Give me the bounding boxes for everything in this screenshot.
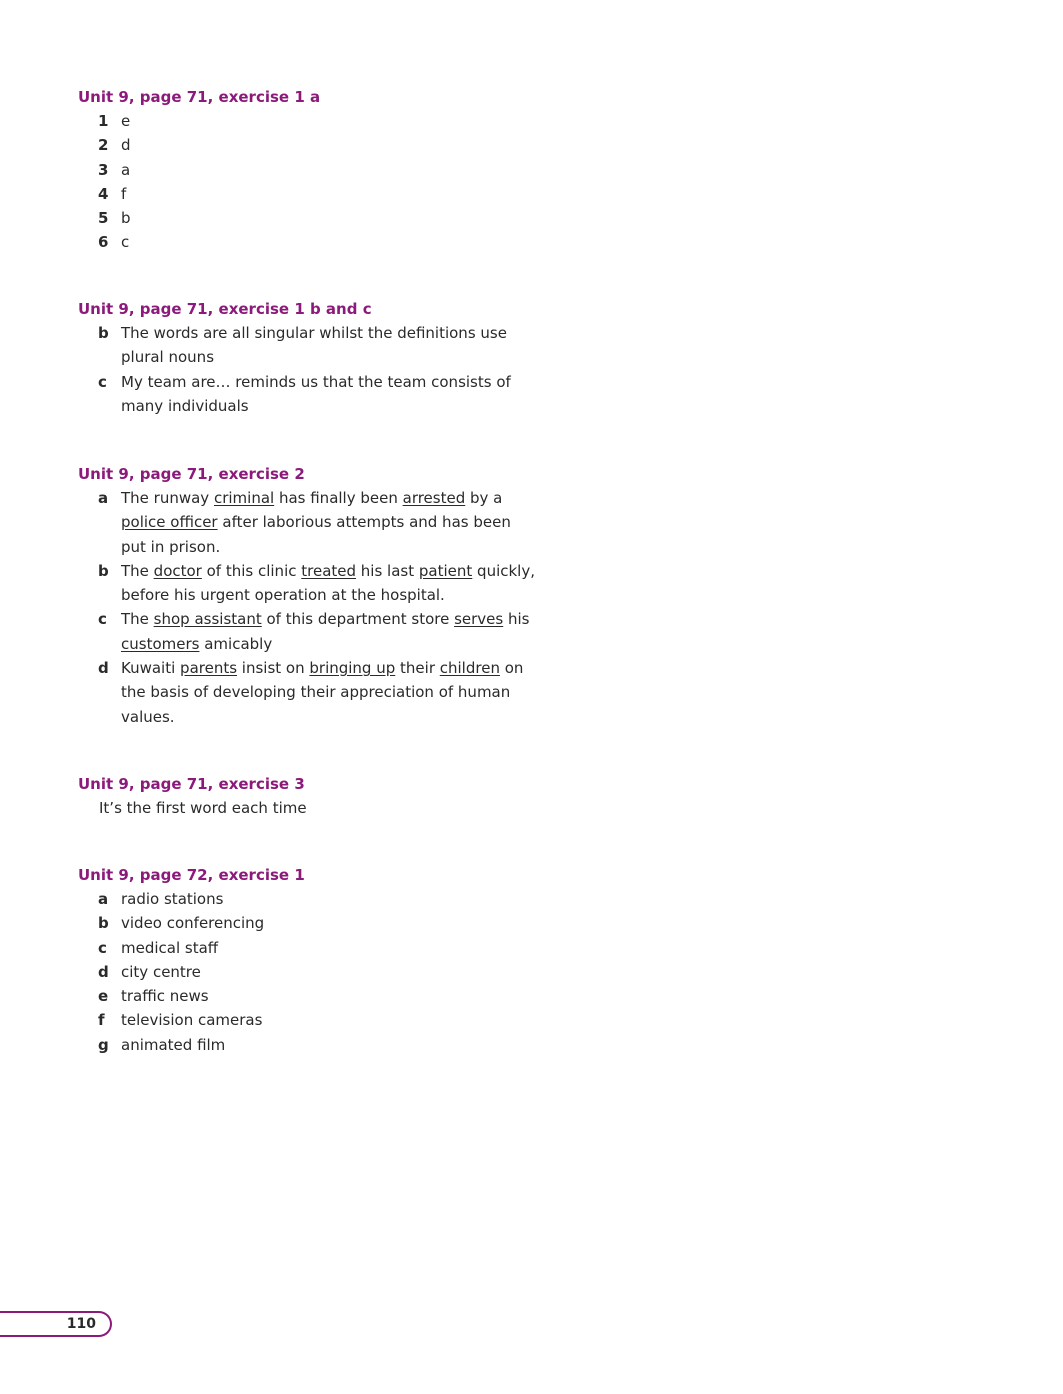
item-text: traffic news xyxy=(121,987,209,1006)
text-run: insist on xyxy=(237,659,310,678)
item-text: c xyxy=(121,233,130,252)
text-run: his xyxy=(503,610,530,629)
list-item xyxy=(78,230,538,254)
item-key: c xyxy=(98,610,107,629)
text-run: amicably xyxy=(199,634,273,653)
item-key: 3 xyxy=(98,160,109,179)
underlined-keyword: shop assistant xyxy=(153,610,262,629)
underlined-keyword: criminal xyxy=(213,489,275,507)
item-text: animated film xyxy=(121,1035,226,1054)
item-key: a xyxy=(98,489,109,507)
list-item xyxy=(78,370,538,419)
list-item xyxy=(78,486,538,559)
underlined-keyword: arrested xyxy=(402,489,466,507)
list-item xyxy=(78,109,538,133)
text-run: The xyxy=(121,561,154,580)
item-text: a xyxy=(121,160,131,179)
underlined-keyword: serves xyxy=(454,610,504,629)
item-text: city centre xyxy=(121,962,201,981)
item-key: 1 xyxy=(98,112,109,130)
underlined-keyword: customers xyxy=(121,634,200,653)
item-key: d xyxy=(98,962,109,981)
section-heading: Unit 9, page 71, exercise 2 xyxy=(78,465,305,483)
section-unit9-p71-ex3 xyxy=(78,772,538,820)
underlined-keyword: patient xyxy=(418,561,473,580)
section-unit9-p72-ex1 xyxy=(78,863,538,1057)
item-text xyxy=(121,610,530,652)
text-run: on the basis of developing their appreciation of human values. xyxy=(121,659,524,726)
answer-text: It’s the first word each time xyxy=(99,799,307,817)
item-key: c xyxy=(98,372,107,391)
text-run: his last xyxy=(356,561,419,580)
page-number-tab xyxy=(0,1311,112,1337)
list-item xyxy=(78,559,538,608)
section-unit9-p71-ex2 xyxy=(78,462,538,729)
item-text xyxy=(121,562,535,604)
item-key: 4 xyxy=(98,184,109,203)
item-text: b xyxy=(121,209,131,228)
list-item xyxy=(78,656,538,729)
list-item xyxy=(78,936,538,960)
list-item xyxy=(78,1008,538,1032)
list-item xyxy=(78,321,538,370)
item-key: a xyxy=(98,890,109,908)
item-text: d xyxy=(121,136,131,155)
section-unit9-p71-ex1bc xyxy=(78,297,538,418)
item-text xyxy=(121,489,511,556)
section-heading: Unit 9, page 71, exercise 1 b and c xyxy=(78,300,372,318)
text-run: quickly, before his urgent operation at the hospital. xyxy=(121,561,535,605)
text-run: by a xyxy=(465,489,503,507)
list-item xyxy=(78,911,538,935)
underlined-keyword: bringing up xyxy=(309,659,396,678)
item-key: b xyxy=(98,914,109,933)
text-run: of this clinic xyxy=(201,561,302,580)
item-text: television cameras xyxy=(121,1011,263,1030)
section-heading: Unit 9, page 71, exercise 1 a xyxy=(78,88,321,106)
section-unit9-p71-ex1a xyxy=(78,85,538,255)
underlined-keyword: treated xyxy=(301,561,357,580)
item-text: e xyxy=(121,112,131,130)
list-item xyxy=(78,887,538,911)
item-key: b xyxy=(98,561,109,580)
text-run: The xyxy=(121,610,154,629)
item-text: My team are… reminds us that the team consists of many individuals xyxy=(121,372,511,415)
text-run: has finally been xyxy=(274,489,403,507)
item-text: radio stations xyxy=(121,890,224,908)
item-key: e xyxy=(98,987,109,1006)
list-item xyxy=(78,206,538,230)
item-text: medical staff xyxy=(121,938,219,957)
underlined-keyword: parents xyxy=(180,659,238,678)
item-key: b xyxy=(98,324,109,342)
underlined-keyword: police officer xyxy=(121,513,218,532)
item-key: g xyxy=(98,1035,109,1054)
page-number: 110 xyxy=(66,1316,96,1332)
list-item xyxy=(78,607,538,656)
list-item xyxy=(78,1033,538,1057)
text-run: Kuwaiti xyxy=(121,659,181,678)
item-key: 2 xyxy=(98,136,109,155)
item-key: c xyxy=(98,938,107,957)
list-item xyxy=(78,182,538,206)
item-text: The words are all singular whilst the definitions use plural nouns xyxy=(121,324,507,367)
item-text: video conferencing xyxy=(121,914,265,933)
list-item xyxy=(78,158,538,182)
text-run: of this department store xyxy=(261,610,455,629)
item-key: 6 xyxy=(98,233,109,252)
item-key: d xyxy=(98,659,109,678)
list-item xyxy=(78,984,538,1008)
item-text: f xyxy=(121,184,127,203)
text-run: after laborious attempts and has been put in prison. xyxy=(121,513,511,556)
text-run: The runway xyxy=(121,489,214,507)
list-item xyxy=(78,960,538,984)
section-heading: Unit 9, page 71, exercise 3 xyxy=(78,775,305,793)
item-key: f xyxy=(98,1011,105,1030)
text-run: their xyxy=(395,659,440,678)
list-item xyxy=(78,133,538,157)
section-heading: Unit 9, page 72, exercise 1 xyxy=(78,866,305,884)
item-key: 5 xyxy=(98,209,109,228)
item-text xyxy=(121,659,523,726)
underlined-keyword: children xyxy=(439,659,500,678)
underlined-keyword: doctor xyxy=(153,561,202,580)
